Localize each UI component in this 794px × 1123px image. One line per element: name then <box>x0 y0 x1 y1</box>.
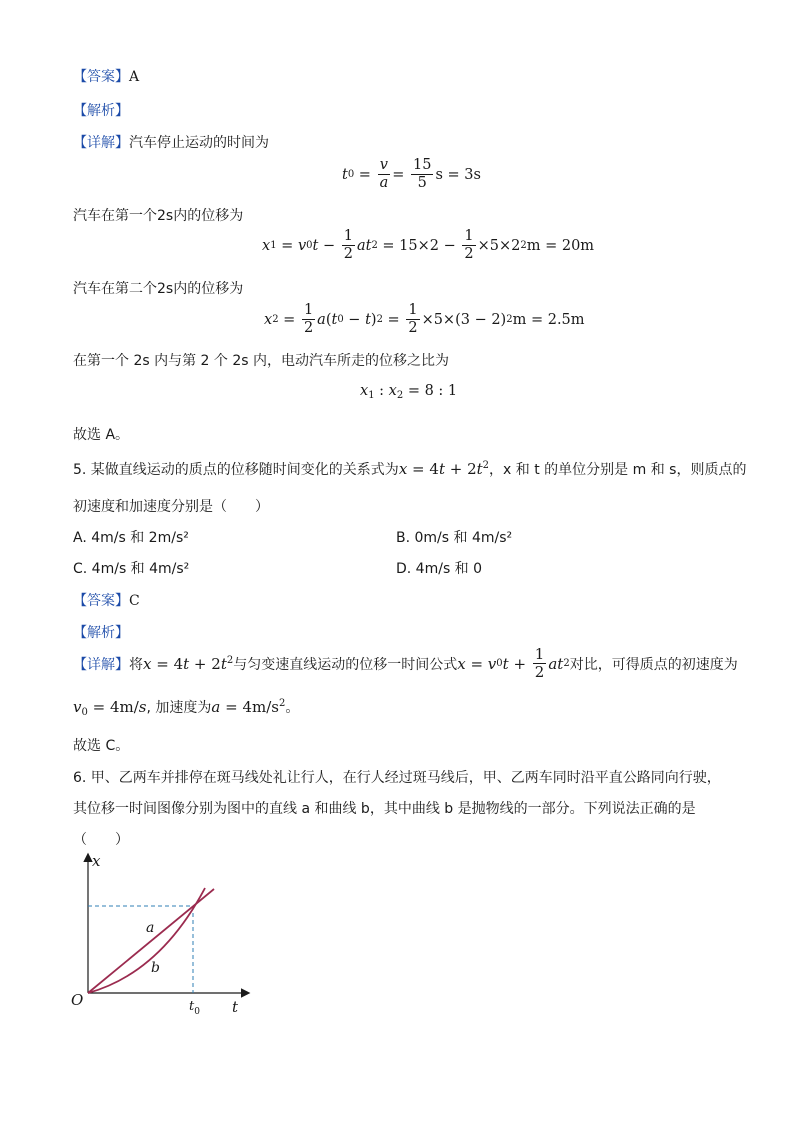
t0-tick-label: $t_0$ <box>189 999 200 1017</box>
q5-stem-part1: 5. 某做直线运动的质点的位移随时间变化的关系式为 <box>73 462 399 478</box>
detail-line2-end: 。 <box>285 700 300 716</box>
answer-value: A <box>129 69 140 85</box>
analysis-tag-5: 【解析】 <box>73 625 129 641</box>
answer-line-5 <box>73 590 140 610</box>
question-6-stem-line3: （ ） <box>73 832 129 848</box>
answer-value-5: C <box>129 593 140 609</box>
q5-stem-part2: ，x 和 t 的单位分别是 m 和 s，则质点的 <box>489 462 747 478</box>
question-5-stem-line2: 初速度和加速度分别是（ ） <box>73 499 269 515</box>
analysis-tag: 【解析】 <box>73 103 129 119</box>
detail-part1: 将 <box>129 656 143 673</box>
detail-line-5: 【详解】 将 $x = 4t + 2t^2$ 与匀变速直线运动的位移一时间公式 x = v 0 t + $\frac{1}{2}$ at 2 对比，可得质点的初速度为 <box>73 645 738 681</box>
curve-b <box>88 888 205 993</box>
answer-tag-5: 【答案】 <box>73 593 129 609</box>
equation-x1: x 1 = v 0 t − $\frac{1}{2}$ at 2 = 15×2 − $\frac{1}{2}$ ×5×2 2 m = 20m <box>262 228 595 262</box>
detail-part2: 与匀变速直线运动的位移一时间公式 <box>233 656 458 673</box>
detail-line2-mid: 加速度为 <box>155 700 212 716</box>
curve-b-label: b <box>151 960 160 976</box>
conclusion-4: 故选 A。 <box>73 427 130 443</box>
conclusion-5: 故选 C。 <box>73 738 130 754</box>
line-second-2s: 汽车在第二个2s内的位移为 <box>73 281 244 297</box>
option-a[interactable]: A. 4m/s 和 2m/s² <box>73 530 189 546</box>
origin-label: O <box>71 991 84 1009</box>
line-first-2s: 汽车在第一个2s内的位移为 <box>73 208 244 224</box>
x-axis-label: t <box>232 998 239 1016</box>
question-6-stem-line1: 6. 甲、乙两车并排停在斑马线处礼让行人，在行人经过斑马线后，甲、乙两车同时沿平直公路同向行驶， <box>73 770 721 786</box>
option-b[interactable]: B. 0m/s 和 4m/s² <box>396 530 513 546</box>
detail-tag-5: 【详解】 <box>73 656 129 673</box>
equation-stop-time: t 0 = $\frac{v}{a}$ = $\frac{15}{5}$ s = 3s <box>342 157 481 191</box>
question-6-stem-line2: 其位移一时间图像分别为图中的直线 a 和曲线 b，其中曲线 b 是抛物线的一部分。下列说法正确的是 <box>73 801 696 817</box>
detail-tag: 【详解】 <box>73 135 129 151</box>
equation-x2: x 2 = $\frac{1}{2}$ a ( t 0 − t ) 2 = $\frac{1}{2}$ ×5×(3 − 2) 2 m = 2.5m <box>264 302 585 336</box>
detail-line-4 <box>73 132 269 152</box>
option-c[interactable]: C. 4m/s 和 4m/s² <box>73 561 190 577</box>
equation-ratio: $x_1$ : $x_2 = 8$ : 1 <box>360 383 458 401</box>
question-5-stem: 5. 某做直线运动的质点的位移随时间变化的关系式为$x = 4t + 2t^2$，x 和 t 的单位分别是 m 和 s，则质点的 <box>73 460 747 478</box>
option-d[interactable]: D. 4m/s 和 0 <box>396 561 483 577</box>
line-ratio: 在第一个 2s 内与第 2 个 2s 内，电动汽车所走的位移之比为 <box>73 353 450 369</box>
answer-line-4 <box>73 66 139 86</box>
xt-graph <box>60 850 260 1020</box>
detail-text: 汽车停止运动的时间为 <box>129 135 269 151</box>
y-axis-label: x <box>92 852 101 870</box>
answer-tag: 【答案】 <box>73 69 129 85</box>
detail-part3: 对比，可得质点的初速度为 <box>569 656 738 673</box>
line-a-label: a <box>146 920 155 936</box>
detail-line-5b: $v_0 = 4m/s$, 加速度为$a = 4m/s^2$。 <box>73 698 300 718</box>
